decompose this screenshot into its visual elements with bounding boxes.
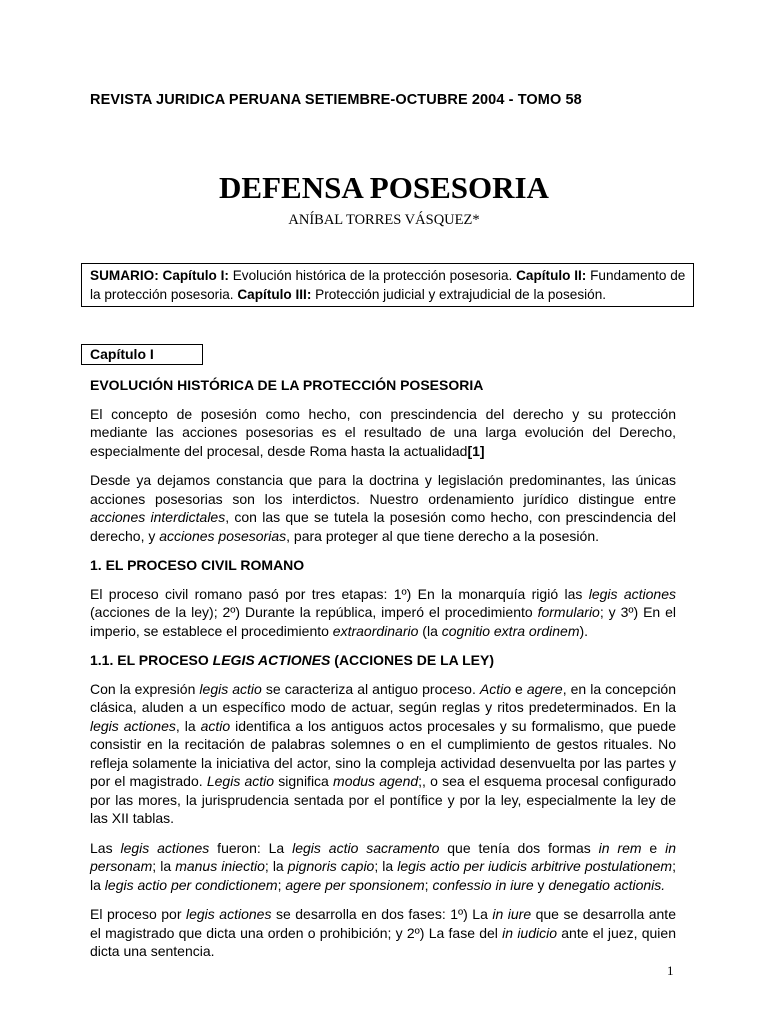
paragraph-4: Con la expresión legis actio se caracteriza al antiguo proceso. Actio e agere, en la concepción clásica, aluden a un específico modo de actuar, según reglas y ritos predeterminados. En la legis actiones, la actio identifica a los antiguos actos procesales y su formalismo, que puede consistir en la recitación de palabras solemnes o en el cumplimiento de gestos rituales. No refleja solamente la iniciativa del actor, sino la compleja actividad desenvuelta por las partes y por el magistrado. Legis actio significa modus agend;, o sea el esquema procesal configurado por las mores, la jurisprudencia sentada por el pontífice y por la ley, especialmente la ley de las XII tablas. xyxy=(90,680,676,826)
paragraph-6: El proceso por legis actiones se desarrolla en dos fases: 1º) La in iure que se desarrolla ante el magistrado que dicta una orden o prohibición; y 2º) La fase del in iudicio ante el juez, quien dicta una sentencia. xyxy=(90,906,676,959)
summary-chapter-3-text: Protección judicial y extrajudicial de la posesión. xyxy=(311,286,607,302)
summary-chapter-1-text: Evolución histórica de la protección posesoria. xyxy=(228,268,517,283)
chapter-label-box: Capítulo I xyxy=(81,344,203,365)
paragraph-1: El concepto de posesión como hecho, con prescindencia del derecho y su protección mediante las acciones posesorias es el resultado de una larga evolución del Derecho, especialmente del procesal, desde Roma hasta la actualidad[1] xyxy=(90,405,676,459)
paragraph-3: El proceso civil romano pasó por tres etapas: 1º) En la monarquía rigió las legis actiones (acciones de la ley); 2º) Durante la república, imperó el procedimiento formulario; y 3º) En el imperio, se establece el procedimiento extraordinario (la cognitio extra ordinem). xyxy=(90,585,677,639)
page-number: 1 xyxy=(667,963,674,978)
section-heading: EVOLUCIÓN HISTÓRICA DE LA PROTECCIÓN POSESORIA xyxy=(90,377,484,393)
summary-chapter-2-text: Fundamento de la protección posesoria. xyxy=(90,268,686,302)
summary-box xyxy=(81,263,694,307)
paragraph-2: Desde ya dejamos constancia que para la doctrina y legislación predominantes, las únicas acciones posesorias son los interdictos. Nuestro ordenamiento jurídico distingue entre acciones interdictales, con las que se tutela la posesión como hecho, con prescindencia del derecho, y acciones posesorias, para proteger al que tiene derecho a la posesión. xyxy=(90,472,676,544)
heading-legis-actiones: 1.1. EL PROCESO LEGIS ACTIONES (ACCIONES DE LA LEY) xyxy=(90,652,494,668)
summary-chapter-2-label: Capítulo II: xyxy=(516,268,587,283)
journal-header: REVISTA JURIDICA PERUANA SETIEMBRE-OCTUBRE 2004 - TOMO 58 xyxy=(90,92,582,108)
author-name: ANÍBAL TORRES VÁSQUEZ* xyxy=(288,212,480,228)
summary-label: SUMARIO: Capítulo I: xyxy=(90,268,229,283)
summary-chapter-3-label: Capítulo III: xyxy=(237,286,312,302)
document-title: DEFENSA POSESORIA xyxy=(219,170,549,205)
body-content xyxy=(90,376,676,972)
heading-proceso-civil-romano: 1. EL PROCESO CIVIL ROMANO xyxy=(90,557,305,573)
footnote-ref[interactable]: [1] xyxy=(467,442,485,459)
paragraph-5: Las legis actiones fueron: La legis actio sacramento que tenía dos formas in rem e in personam; la manus iniectio; la pignoris capio; la legis actio per iudicis arbitrive postulationem; la legis actio per condictionem; agere per sponsionem; confessio in iure y denegatio actionis. xyxy=(90,839,677,893)
